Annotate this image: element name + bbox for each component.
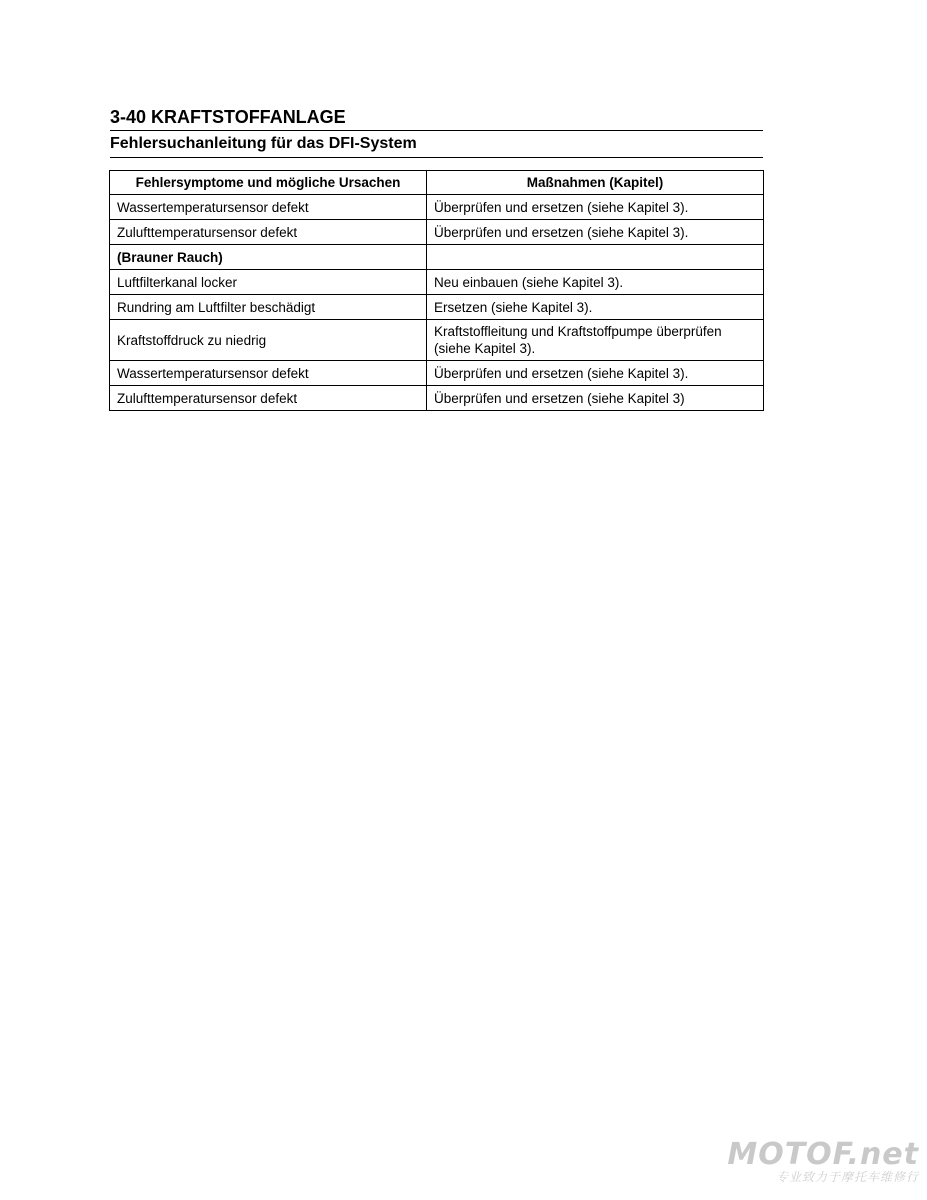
column-header-causes: Fehlersymptome und mögliche Ursachen bbox=[110, 171, 427, 195]
cause-cell: Zulufttemperatursensor defekt bbox=[110, 220, 427, 245]
watermark-subtitle: 专业致力于摩托车维修行 bbox=[775, 1170, 919, 1184]
cause-cell: Wassertemperatursensor defekt bbox=[110, 195, 427, 220]
troubleshooting-table bbox=[109, 170, 764, 411]
watermark bbox=[727, 1137, 919, 1184]
table-row-group-heading bbox=[110, 245, 764, 270]
action-cell: Überprüfen und ersetzen (siehe Kapitel 3). bbox=[427, 220, 764, 245]
action-cell: Kraftstoffleitung und Kraftstoffpumpe überprüfen (siehe Kapitel 3). bbox=[427, 320, 764, 361]
cause-cell: Kraftstoffdruck zu niedrig bbox=[110, 320, 427, 361]
symptom-group-label: (Brauner Rauch) bbox=[110, 245, 427, 270]
action-cell: Überprüfen und ersetzen (siehe Kapitel 3). bbox=[427, 361, 764, 386]
table-row bbox=[110, 320, 764, 361]
section-title: Fehlersuchanleitung für das DFI-System bbox=[110, 131, 763, 158]
cause-cell: Wassertemperatursensor defekt bbox=[110, 361, 427, 386]
action-cell: Überprüfen und ersetzen (siehe Kapitel 3). bbox=[427, 195, 764, 220]
cause-cell: Rundring am Luftfilter beschädigt bbox=[110, 295, 427, 320]
watermark-logo: MOTOF.net bbox=[727, 1137, 919, 1172]
page-title: 3-40 KRAFTSTOFFANLAGE bbox=[110, 104, 763, 131]
action-cell bbox=[427, 245, 764, 270]
table-row bbox=[110, 295, 764, 320]
cause-cell: Luftfilterkanal locker bbox=[110, 270, 427, 295]
action-cell: Neu einbauen (siehe Kapitel 3). bbox=[427, 270, 764, 295]
column-header-actions: Maßnahmen (Kapitel) bbox=[427, 171, 764, 195]
table-row bbox=[110, 361, 764, 386]
action-cell: Überprüfen und ersetzen (siehe Kapitel 3) bbox=[427, 386, 764, 411]
table-row bbox=[110, 195, 764, 220]
table-header-row bbox=[110, 171, 764, 195]
cause-cell: Zulufttemperatursensor defekt bbox=[110, 386, 427, 411]
table-row bbox=[110, 270, 764, 295]
table-row bbox=[110, 386, 764, 411]
page-header bbox=[110, 104, 763, 158]
table-row bbox=[110, 220, 764, 245]
action-cell: Ersetzen (siehe Kapitel 3). bbox=[427, 295, 764, 320]
